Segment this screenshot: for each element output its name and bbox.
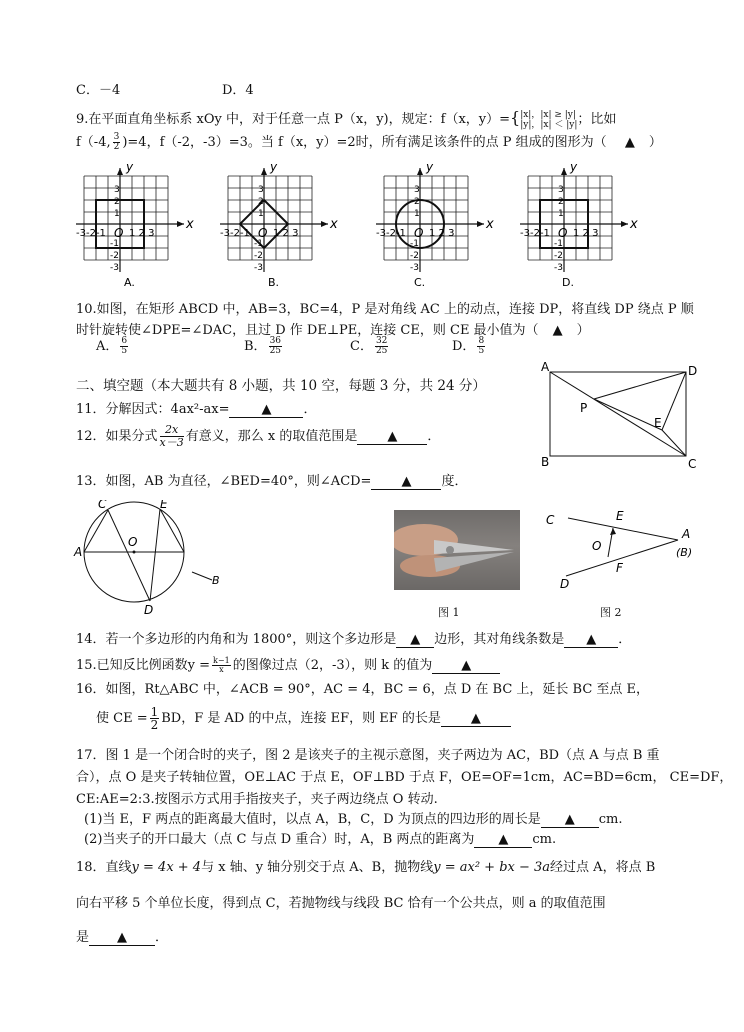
q17-sub1: (1)当 E，F 两点的距离最大值时，以点 A，B，C，D 为顶点的四边形的周长是 ▲ cm. [84,812,623,827]
q12-question: 有意义，那么 x 的取值范围是 [185,429,358,444]
q17-sub2: (2)当夹子的开口最大（点 C 与点 D 重合）时，A，B 两点的距离为 ▲ cm. [84,832,557,847]
q13: 13．如图，AB 为直径，∠BED=40°，则∠ACD= ▲ 度． [76,474,468,489]
graph-b-xneg-ticks: -3-2-1 [220,228,250,239]
graph-d-x-label: x [630,217,638,232]
q16-line1: 16．如图，Rt△ABC 中，∠ACB = 90°，AC = 4，BC = 6，点 D 在 BC 上，延长 BC 至点 E， [76,682,650,697]
q10-label-b: B [541,455,550,469]
graph-b-ytick: -2 [254,251,263,261]
q9-case-top: |x|，|x| ≥ |y| [520,109,576,120]
q9-paren-close: ） [648,135,662,150]
q9-line1: 9.在平面直角坐标系 xOy 中，对于任意一点 P（x，y)，规定：f（x，y）={ |x|，|x| ≥ |y| |y|，|x| ＜ |y| ；比如 [76,108,617,130]
graph-d-ytick: 2 [558,197,564,207]
q16-blank[interactable]: ▲ [441,712,511,727]
q18-blank[interactable]: ▲ [89,931,155,946]
graph-a-y-label: y [126,160,134,174]
q8-option-d: D．4 [222,83,254,98]
q9-line2 [76,131,662,152]
q12-fraction: $\frac{2x}{x-3}$ [159,423,184,449]
q10-option-c: C． $\frac{32}{25}$ [350,336,388,356]
q13-label-c: C [98,500,107,511]
q17-line3: CE:AE=2:3.按图示方式用手指按夹子，夹子两边绕点 O 转动. [76,792,438,807]
q10-line2 [76,319,590,338]
q18-eq2: y = ax² + bx − 3a [433,860,551,875]
q11-blank[interactable]: ▲ [229,403,303,418]
fig2-label-b: (B) [676,546,693,559]
q17-blank-1[interactable]: ▲ [541,813,599,828]
q10-option-a: A． $\frac{6}{5}$ [96,336,128,356]
q10-line1: 10.如图，在矩形 ABCD 中，AB=3，BC=4，P 是对角线 AC 上的动点，连接 DP，将直线 DP 绕点 P 顺 [76,302,694,317]
graph-a-ytick: 1 [114,209,120,219]
q15-question: 的图像过点（2，-3），则 k 的值为 [232,658,433,673]
q16-fraction: $\frac{1}{2}$ [150,705,159,732]
q16-text: 使 CE = [96,711,148,726]
q13-label-e: E [160,500,168,511]
q10-label-p: P [580,401,588,415]
q10-figure [536,360,706,472]
graph-d-ytick: -3 [554,263,563,273]
q17-line2: 合），点 O 是夹子转轴位置，OE⊥AC 于点 E，OF⊥BD 于点 F，OE=OF=1cm，AC=BD=6cm， CE=DF， [76,770,733,785]
graph-d-label: D. [562,276,574,289]
q10-option-d: D． $\frac{8}{5}$ [452,336,485,356]
q9-example: f（-4, [76,135,111,150]
graph-b-ytick: -1 [254,239,263,249]
graph-a-ytick: -1 [110,239,119,249]
graph-b-xpos-ticks: 1 2 3 [273,228,299,239]
graph-b-ytick: -3 [254,263,263,273]
graph-d-y-label: y [570,160,578,174]
q9-graphs [72,158,642,290]
graph-c-xpos-ticks: 1 2 3 [429,228,455,239]
clip-photo [394,510,520,590]
q14-blank-2[interactable]: ▲ [564,633,618,648]
q14-blank-1[interactable]: ▲ [396,633,434,648]
q10-label-d: D [688,364,698,378]
graph-d-xneg-ticks: -3-2-1 [520,228,550,239]
graph-a-xpos-ticks: 1 2 3 [129,228,155,239]
graph-d-ytick: -1 [554,239,563,249]
figure1-caption: 图 1 [438,606,460,619]
q18-line2: 向右平移 5 个单位长度，得到点 C，若抛物线与线段 BC 恰有一个公共点，则 a 的取值范围 [76,896,606,911]
graph-d [520,160,638,273]
graph-b-ytick: 3 [258,185,264,195]
fig2-label-c: C [546,513,555,527]
graph-b-y-label: y [270,160,278,174]
q9-question: )=4，f（-2，-3）=3。当 f（x，y）=2时，所有满足该条件的点 P 组成的图形为（ [122,135,607,150]
graph-b [220,160,338,273]
q17-blank-2[interactable]: ▲ [474,833,532,848]
graph-a-ytick: -3 [110,263,119,273]
q8-option-c: C．－4 [76,83,121,98]
graph-a-ytick: -2 [110,251,119,261]
fig2-label-e: E [616,509,624,523]
graph-b-origin: O [258,226,268,240]
graph-c-y-label: y [426,160,434,174]
q9-stem-end: ；比如 [577,112,617,127]
graph-a-origin: O [114,226,124,240]
graph-a-x-label: x [186,217,194,232]
q9-case-bottom: |y|，|x| ＜ |y| [520,119,578,130]
q9-stem: 9.在平面直角坐标系 xOy 中，对于任意一点 P（x，y)，规定：f（x，y）= [76,112,511,127]
q9-answer-mark: ▲ [624,135,635,150]
q9-fraction: $\frac{3}{2}$ [113,132,120,152]
graph-c-ytick: 3 [414,185,420,195]
graph-d-ytick: -2 [554,251,563,261]
q17-figure2 [540,502,700,594]
q18-text-2: 与 x 轴、y 轴分别交于点 A、B，抛物线 [201,860,434,875]
graph-b-label: B. [268,276,280,289]
q15 [76,654,500,674]
q11: 11．分解因式：4ax²-ax= ▲ ． [76,402,317,417]
q18-eq1: y = 4x + 4 [131,860,202,875]
q10-paren-close: ） [576,323,590,338]
graph-b-ytick: 1 [258,209,264,219]
q15-blank[interactable]: ▲ [432,659,500,674]
q17-sub2-text: (2)当夹子的开口最大（点 C 与点 D 重合）时，A，B 两点的距离为 [84,832,475,847]
fig2-label-o: O [592,539,602,553]
graph-a-ytick: 3 [114,185,120,195]
fig2-label-a: A [682,527,691,541]
fig2-label-d: D [560,577,570,591]
fig2-label-f: F [616,561,623,575]
graph-a-label: A. [124,276,135,289]
q12-blank[interactable]: ▲ [357,430,427,445]
q13-figure [72,500,232,616]
graph-c-ytick: 2 [414,197,420,207]
q16-line2 [96,706,511,731]
figure2-caption: 图 2 [600,606,622,619]
graph-c-ytick: -1 [410,239,419,249]
q14-text-2: 边形，其对角线条数是 [434,632,565,647]
q18-line1 [76,856,655,875]
section2-title: 二、填空题（本大题共有 8 小题，共 10 空，每题 3 分，共 24 分） [76,378,486,394]
q14: 14．若一个多边形的内角和为 1800°，则这个多边形是 ▲ 边形，其对角线条数是 ▲ ． [76,632,632,647]
q18-text: 18．直线 [76,860,132,875]
q13-label-b: B [212,574,220,587]
graph-d-ytick: 1 [558,209,564,219]
graph-a-ytick: 2 [114,197,120,207]
graph-b-ytick: 2 [258,197,264,207]
q12-text: 12．如果分式 [76,429,158,444]
q18-text-3: 经过点 A，将点 B [550,860,656,875]
q13-label-d: D [144,603,154,616]
graph-c-ytick: 1 [414,209,420,219]
q12: 12．如果分式 $\frac{2x}{x-3}$ 有意义，那么 x 的取值范围是 ▲ ． [76,423,441,449]
q16-question: BD，F 是 AD 的中点，连接 EF，则 EF 的长是 [161,711,441,726]
q17-line1: 17．图 1 是一个闭合时的夹子，图 2 是该夹子的主视示意图，夹子两边为 AC，BD（点 A 与点 B 重 [76,748,660,763]
q13-label-o: O [128,535,138,549]
q10-label-c: C [688,457,697,471]
q15-fraction: $\frac{k-1}{x}$ [213,656,230,674]
graph-c-origin: O [414,226,424,240]
graph-c-x-label: x [486,217,494,232]
q13-blank[interactable]: ▲ [371,475,441,490]
graph-b-x-label: x [330,217,338,232]
graph-d-xpos-ticks: 1 2 3 [573,228,599,239]
q10-answer-mark: ▲ [552,323,563,338]
graph-c-ytick: -2 [410,251,419,261]
q15-text: 15.已知反比例函数y = [76,658,211,673]
q14-text: 14．若一个多边形的内角和为 1800°，则这个多边形是 [76,632,397,647]
q13-label-a: A [74,545,83,559]
graph-c [376,160,494,273]
q10-question: 时针旋转使∠DPE=∠DAC，且过 D 作 DE⊥PE，连接 CE，则 CE 最小值为（ [76,323,539,338]
q10-option-b: B． $\frac{36}{25}$ [244,336,282,356]
graph-c-ytick: -3 [410,263,419,273]
graph-a [76,160,194,273]
graph-d-ytick: 3 [558,185,564,195]
q13-text: 13．如图，AB 为直径，∠BED=40°，则∠ACD= [76,474,372,489]
graph-a-xneg-ticks: -3-2-1 [76,228,106,239]
q18-line3: 是 ▲ ． [76,930,169,945]
q10-label-a: A [541,360,550,374]
graph-c-xneg-ticks: -3-2-1 [376,228,406,239]
graph-d-origin: O [558,226,568,240]
q11-text: 11．分解因式：4ax²-ax= [76,402,230,417]
q17-sub1-text: (1)当 E，F 两点的距离最大值时，以点 A，B，C，D 为顶点的四边形的周长是 [84,812,541,827]
q10-label-e: E [654,416,662,430]
graph-c-label: C. [414,276,426,289]
